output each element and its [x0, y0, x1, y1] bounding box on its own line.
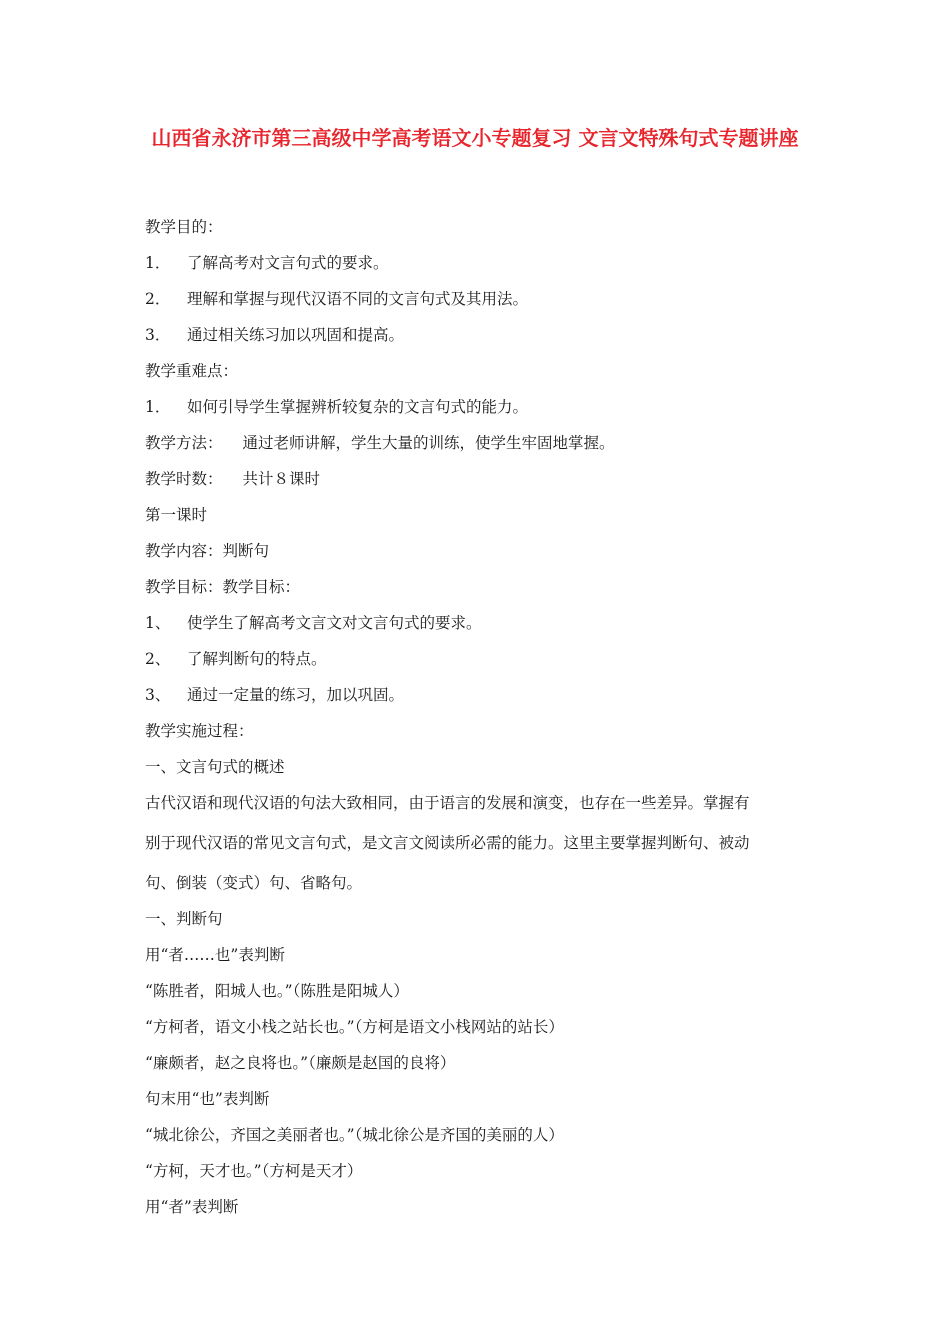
item-text: 了解高考对文言句式的要求。 — [187, 254, 389, 272]
lesson-content: 教学内容：判断句 — [145, 542, 270, 560]
method-text: 通过老师讲解，学生大量的训练，使学生牢固地掌握。 — [242, 434, 615, 452]
objective-item — [145, 253, 815, 273]
method-line — [145, 433, 815, 453]
objective-item — [145, 325, 815, 345]
goal-item — [145, 685, 815, 705]
example-line: “方柯者，语文小栈之站长也。”（方柯是语文小栈网站的站长） — [145, 1018, 564, 1036]
item-number: 1． — [145, 254, 171, 272]
item-number: 1、 — [145, 614, 171, 632]
key-point-item — [145, 397, 815, 417]
process-heading: 教学实施过程： — [145, 722, 254, 740]
paragraph-line: 古代汉语和现代汉语的句法大致相同，由于语言的发展和演变，也存在一些差异。掌握有 — [145, 794, 750, 812]
item-number: 3． — [145, 326, 171, 344]
section-heading: 一、文言句式的概述 — [145, 758, 285, 776]
item-text: 通过相关练习加以巩固和提高。 — [187, 326, 405, 344]
document-title: 山西省永济市第三高级中学高考语文小专题复习 文言文特殊句式专题讲座 — [151, 126, 799, 150]
objectives-heading: 教学目的： — [145, 218, 223, 236]
hours-line — [145, 469, 815, 489]
lesson-heading: 第一课时 — [145, 506, 208, 524]
key-points-heading: 教学重难点： — [145, 362, 239, 380]
section-heading: 一、判断句 — [145, 910, 223, 928]
paragraph-line: 句、倒装（变式）句、省略句。 — [145, 874, 363, 892]
example-line: “城北徐公，齐国之美丽者也。”（城北徐公是齐国的美丽的人） — [145, 1126, 564, 1144]
paragraph-line: 别于现代汉语的常见文言句式，是文言文阅读所必需的能力。这里主要掌握判断句、被动 — [145, 834, 750, 852]
item-text: 使学生了解高考文言文对文言句式的要求。 — [187, 614, 482, 632]
item-text: 了解判断句的特点。 — [187, 650, 327, 668]
hours-text: 共计８课时 — [242, 470, 321, 488]
item-text: 理解和掌握与现代汉语不同的文言句式及其用法。 — [187, 290, 529, 308]
overview-paragraph — [145, 793, 815, 893]
example-line: “廉颇者，赵之良将也。”（廉颇是赵国的良将） — [145, 1054, 456, 1072]
item-number: 3、 — [145, 686, 171, 704]
example-line: “陈胜者，阳城人也。”（陈胜是阳城人） — [145, 982, 409, 1000]
item-text: 通过一定量的练习，加以巩固。 — [187, 686, 405, 704]
goal-item — [145, 613, 815, 633]
subsection-heading: 句末用“也”表判断 — [145, 1090, 270, 1108]
hours-label: 教学时数： — [145, 470, 223, 488]
objective-item — [145, 289, 815, 309]
item-text: 如何引导学生掌握辨析较复杂的文言句式的能力。 — [187, 398, 529, 416]
subsection-heading: 用“者……也”表判断 — [145, 946, 285, 964]
item-number: 2、 — [145, 650, 171, 668]
item-number: 1． — [145, 398, 171, 416]
goals-heading: 教学目标：教学目标： — [145, 578, 301, 596]
item-number: 2． — [145, 290, 171, 308]
document-body — [145, 217, 815, 1233]
goal-item — [145, 649, 815, 669]
subsection-heading: 用“者”表判断 — [145, 1198, 239, 1216]
method-label: 教学方法： — [145, 434, 223, 452]
example-line: “方柯，天才也。”（方柯是天才） — [145, 1162, 363, 1180]
